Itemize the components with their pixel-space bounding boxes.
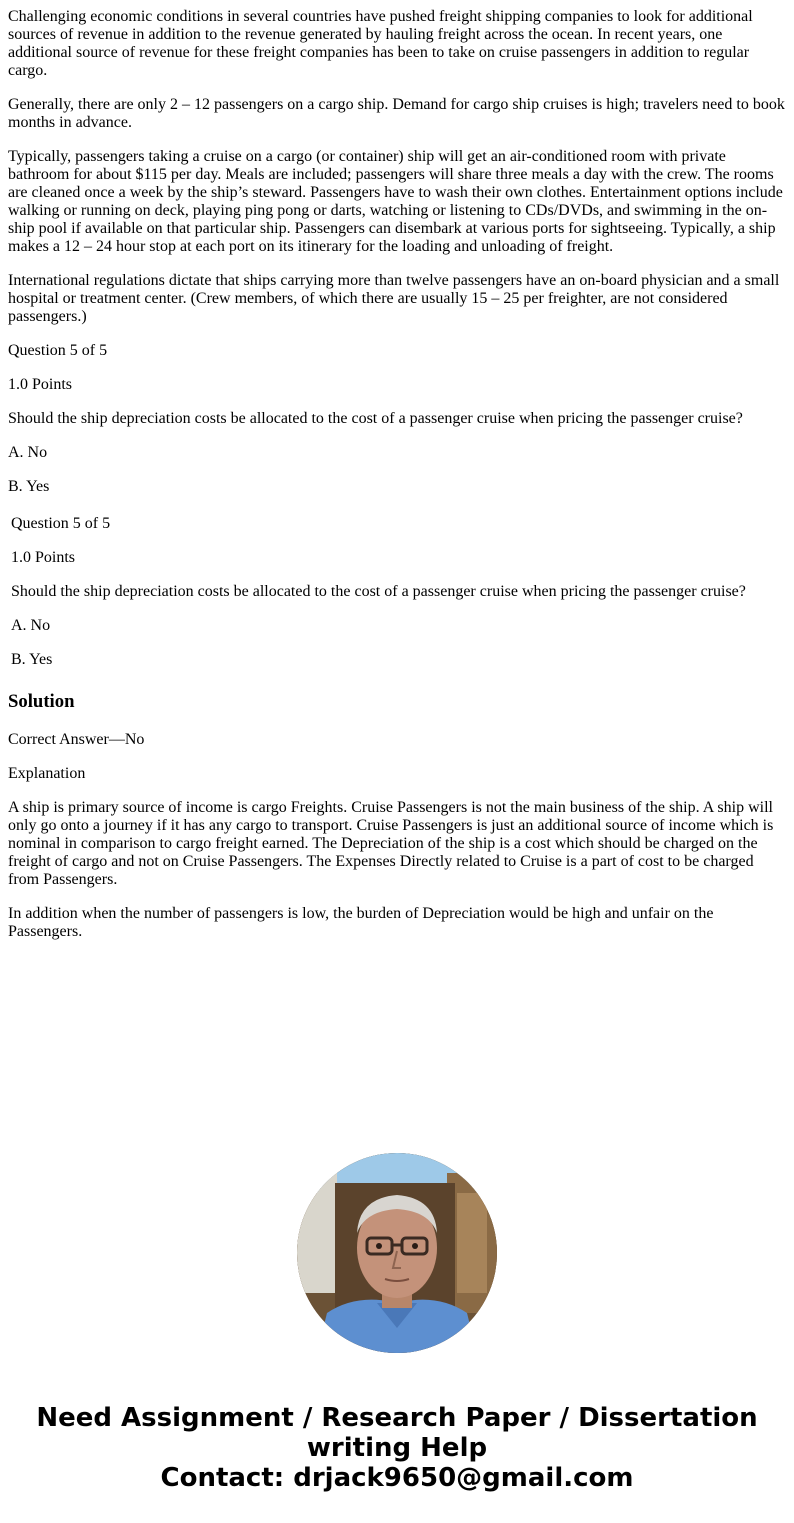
intro-paragraph-1: Challenging economic conditions in several countries have pushed freight shipping companies to look for additional sources of revenue in addition to the revenue generated by hauling freight across the ocean. In recent years, one additional source of revenue for these freight companies has been to take on cruise passengers in addition to regular cargo. — [8, 8, 753, 79]
contact-banner — [0, 1403, 794, 1493]
banner-line-1: Need Assignment / Research Paper / Dissertation — [36, 1403, 758, 1433]
banner-contact-email: Contact: drjack9650@gmail.com — [160, 1463, 634, 1493]
option-b-repeat: B. Yes — [11, 651, 53, 668]
question-number-repeat: Question 5 of 5 — [11, 515, 111, 532]
author-avatar — [297, 1153, 497, 1353]
explanation-paragraph-2: In addition when the number of passengers is low, the burden of Depreciation would be high and unfair on the Passengers. — [8, 905, 714, 940]
question-text-repeat: Should the ship depreciation costs be allocated to the cost of a passenger cruise when pricing the passenger cruise? — [11, 583, 746, 600]
option-a: A. No — [8, 444, 48, 461]
option-b: B. Yes — [8, 478, 50, 495]
question-points-repeat: 1.0 Points — [11, 549, 76, 566]
question-points: 1.0 Points — [8, 376, 73, 393]
question-text: Should the ship depreciation costs be allocated to the cost of a passenger cruise when pricing the passenger cruise? — [8, 410, 743, 427]
intro-paragraph-2: Generally, there are only 2 – 12 passengers on a cargo ship. Demand for cargo ship cruises is high; travelers need to book months in advance. — [8, 96, 785, 131]
banner-line-2: writing Help — [306, 1433, 488, 1463]
explanation-paragraph-1: A ship is primary source of income is cargo Freights. Cruise Passengers is not the main business of the ship. A ship will only go onto a journey if it has any cargo to transport. Cruise Passengers is just an additional source of income which is nominal in comparison to cargo freight earned. The Depreciation of the ship is a cost which should be charged on the freight of cargo and not on Cruise Passengers. The Expenses Directly related to Cruise is a part of cost to be charged from Passengers. — [8, 799, 774, 888]
intro-paragraph-3: Typically, passengers taking a cruise on a cargo (or container) ship will get an air-conditioned room with private bathroom for about $115 per day. Meals are included; passengers will share three meals a day with the crew. The rooms are cleaned once a week by the ship’s steward. Passengers have to wash their own clothes. Entertainment options include walking or running on deck, playing ping pong or darts, watching or listening to CDs/DVDs, and swimming in the on-ship pool if available on that particular ship. Passengers can disembark at various ports for sightseeing. Typically, a ship makes a 12 – 24 hour stop at each port on its itinerary for the loading and unloading of freight. — [8, 148, 783, 255]
option-a-repeat: A. No — [11, 617, 51, 634]
solution-heading: Solution — [8, 691, 75, 712]
correct-answer: Correct Answer—No — [8, 731, 145, 748]
intro-paragraph-4: International regulations dictate that ships carrying more than twelve passengers have an on-board physician and a small hospital or treatment center. (Crew members, of which there are usually 15 – 25 per freighter, are not considered passengers.) — [8, 272, 780, 325]
author-portrait-image — [297, 1153, 497, 1353]
explanation-label: Explanation — [8, 765, 86, 782]
question-number: Question 5 of 5 — [8, 342, 108, 359]
